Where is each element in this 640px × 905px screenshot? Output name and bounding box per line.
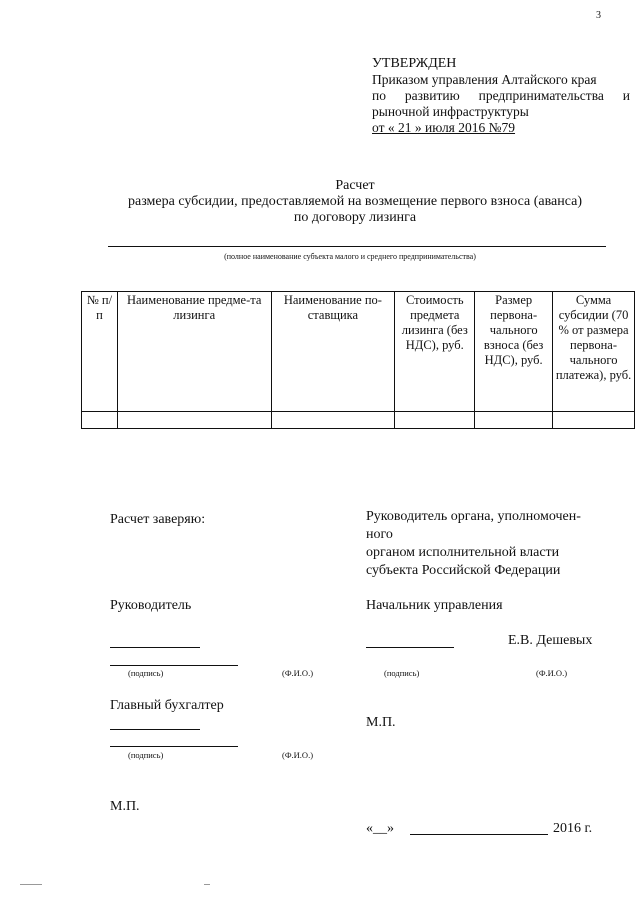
date-year: 2016 г. — [553, 821, 593, 836]
head-label: Руководитель — [110, 598, 192, 613]
head-sign-caption: (подпись) — [128, 668, 164, 678]
accountant-name-caption: (Ф.И.О.) — [282, 750, 314, 760]
accountant-label: Главный бухгалтер — [110, 698, 224, 713]
head-name-caption: (Ф.И.О.) — [282, 668, 314, 678]
entity-name-line — [108, 246, 606, 247]
table-cell[interactable] — [475, 412, 553, 429]
approval-block — [372, 56, 630, 136]
accountant-signature-line[interactable] — [110, 729, 200, 730]
authority-line-1: Руководитель органа, уполномочен- — [366, 509, 581, 524]
table-header-cell: Сумма субсидии (70 % от размера первона-чального платежа), руб. — [553, 292, 635, 412]
page-number: 3 — [596, 10, 601, 21]
table-header-cell: Стоимость предмета лизинга (без НДС), руб. — [395, 292, 475, 412]
table-cell[interactable] — [117, 412, 271, 429]
subsidy-table — [81, 291, 635, 429]
chief-signature-line[interactable] — [366, 647, 454, 648]
right-stamp-label: М.П. — [366, 715, 396, 730]
chief-name-caption: (Ф.И.О.) — [536, 668, 568, 678]
signer-name: Е.В. Дешевых — [508, 633, 593, 648]
table-header-cell: Наименование предме-та лизинга — [117, 292, 271, 412]
head-signature-line[interactable] — [110, 647, 200, 648]
table-row — [82, 412, 635, 429]
scan-mark — [20, 884, 42, 885]
table-header-cell: № п/п — [82, 292, 118, 412]
authority-line-3: органом исполнительной власти — [366, 545, 560, 560]
entity-caption: (полное наименование субъекта малого и среднего предпринимательства) — [224, 252, 476, 261]
table-header-row — [82, 292, 635, 412]
title-line-2: размера субсидии, предоставляемой на возмещение первого взноса (аванса) — [127, 194, 583, 209]
table-header-cell: Наименование по-ставщика — [271, 292, 395, 412]
chief-sign-caption: (подпись) — [384, 668, 420, 678]
authority-line-2: ного — [366, 527, 393, 542]
table-cell[interactable] — [553, 412, 635, 429]
table-cell[interactable] — [82, 412, 118, 429]
title-line-3: по договору лизинга — [293, 210, 417, 225]
left-stamp-label: М.П. — [110, 799, 140, 814]
approval-line-3: рыночной инфраструктуры — [372, 104, 529, 119]
accountant-sign-caption: (подпись) — [128, 750, 164, 760]
position-label: Начальник управления — [366, 598, 503, 613]
date-line[interactable] — [410, 834, 548, 835]
approval-order-date: от « 21 » июля 2016 №79 — [372, 120, 516, 135]
table-header-cell: Размер первона-чального взноса (без НДС), руб. — [475, 292, 553, 412]
table-cell[interactable] — [395, 412, 475, 429]
scan-mark — [204, 884, 210, 885]
certify-label: Расчет заверяю: — [110, 512, 206, 527]
approval-line-1: Приказом управления Алтайского края — [372, 72, 597, 87]
approval-line-2: по развитию предпринимательства и — [372, 88, 630, 103]
accountant-signature-line-2[interactable] — [110, 746, 238, 747]
title-line-1: Расчет — [335, 178, 375, 193]
authority-line-4: субъекта Российской Федерации — [366, 563, 561, 578]
document-title — [60, 178, 640, 226]
head-signature-line-2[interactable] — [110, 665, 238, 666]
table-cell[interactable] — [271, 412, 395, 429]
date-prefix: «__» — [366, 821, 394, 836]
authority-block — [366, 508, 602, 580]
approval-heading: УТВЕРЖДЕН — [372, 56, 457, 71]
